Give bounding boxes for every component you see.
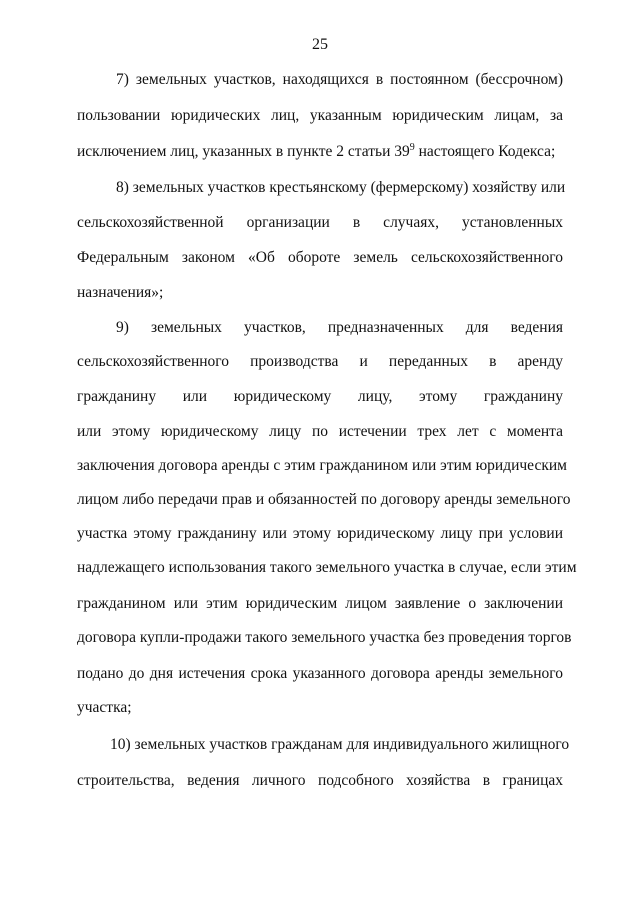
item-9-line-10: договора купли-продажи такого земельного участка без проведения торгов [77, 629, 572, 646]
item-9-line-7: участка этому гражданину или этому юридическому лицу при условии [77, 525, 563, 542]
item-8-line-3: Федеральным законом «Об обороте земель сельскохозяйственного [77, 249, 563, 266]
item-9-line-2: сельскохозяйственного производства и переданных в аренду [77, 353, 563, 370]
item-9-line-3: гражданину или юридическому лицу, этому гражданину [77, 388, 563, 405]
item-9-line-6: лицом либо передачи прав и обязанностей по договору аренды земельного [77, 491, 571, 508]
item-9-line-8: надлежащего использования такого земельного участка в случае, если этим [77, 559, 577, 576]
item-9-line-4: или этому юридическому лицу по истечении трех лет с момента [77, 423, 563, 440]
item-7-line-3-tail: настоящего Кодекса; [414, 143, 556, 160]
item-9-line-1: 9) земельных участков, предназначенных для ведения [116, 319, 563, 336]
item-9-line-9: гражданином или этим юридическим лицом заявление о заключении [77, 595, 563, 612]
item-8-line-4: назначения»; [77, 284, 164, 301]
item-9-line-5: заключения договора аренды с этим гражданином или этим юридическим [77, 457, 567, 474]
item-7-line-3 [77, 142, 563, 162]
item-7-line-3-text: исключением лиц, указанных в пункте 2 статьи 39 [77, 143, 410, 160]
page-number: 25 [312, 36, 328, 53]
item-7-line-1: 7) земельных участков, находящихся в постоянном (бессрочном) [116, 71, 563, 88]
item-9-line-12: участка; [77, 699, 132, 716]
item-8-line-2: сельскохозяйственной организации в случаях, установленных [77, 214, 563, 231]
item-7-line-2: пользовании юридических лиц, указанным юридическим лицам, за [77, 107, 563, 124]
item-10-line-1: 10) земельных участков гражданам для индивидуального жилищного [110, 736, 570, 753]
article-superscript: 9 [409, 142, 415, 153]
item-9-line-11: подано до дня истечения срока указанного договора аренды земельного [77, 665, 563, 682]
item-10-line-2: строительства, ведения личного подсобного хозяйства в границах [77, 772, 563, 789]
item-8-line-1: 8) земельных участков крестьянскому (фермерскому) хозяйству или [116, 179, 566, 196]
